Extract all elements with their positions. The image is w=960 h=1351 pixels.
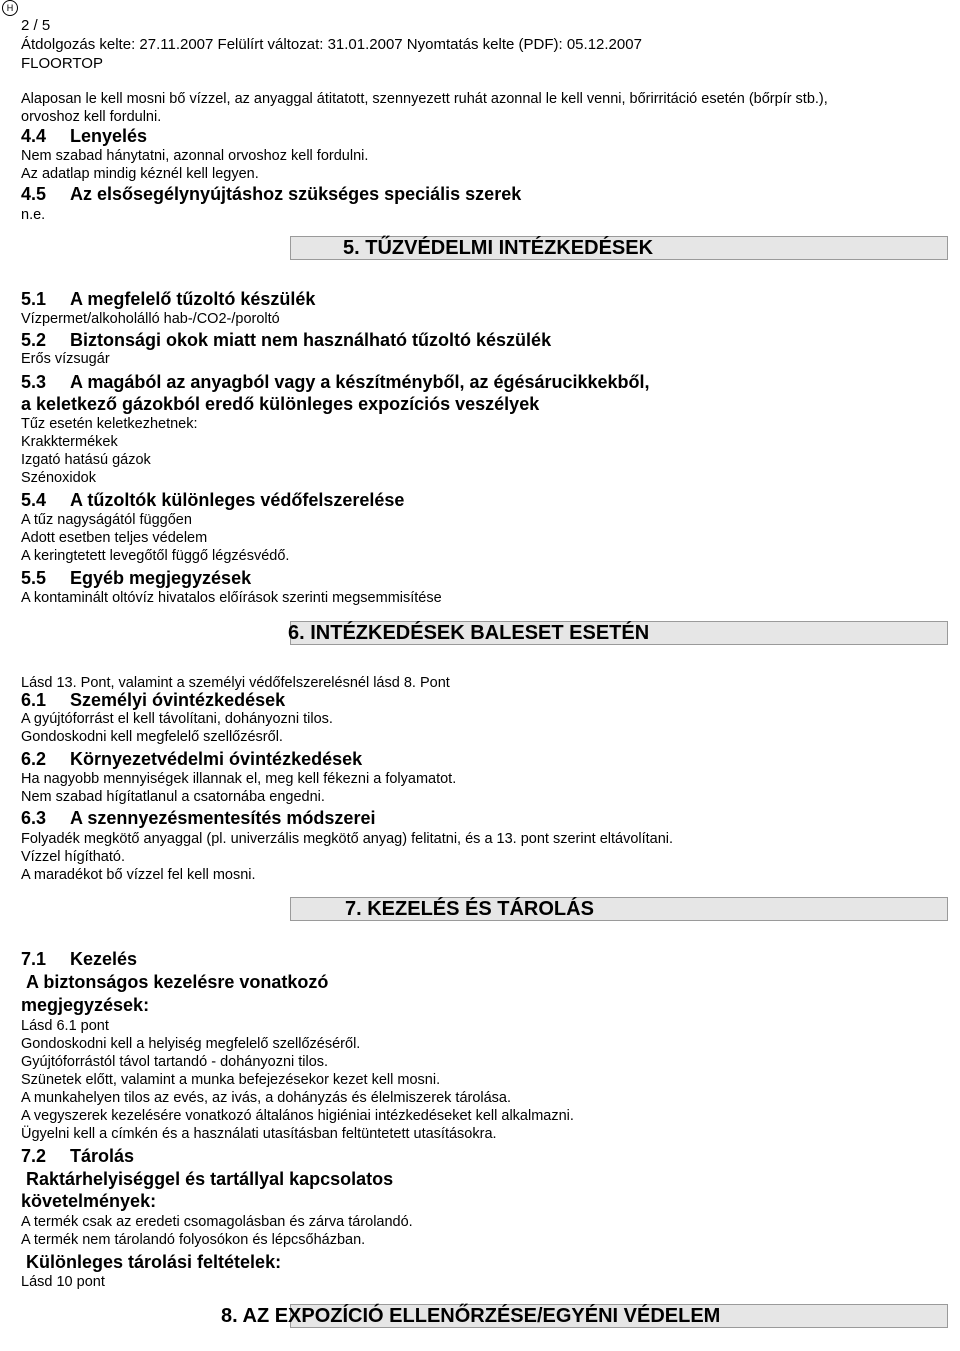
text-line: Szünetek előtt, valamint a munka befejezésekor kezet kell mosni. <box>21 1072 441 1088</box>
text-line: Az adatlap mindig kéznél kell legyen. <box>21 166 259 182</box>
heading-number: 7.1 <box>21 949 47 969</box>
text-line: Tűz esetén keletkezhetnek: <box>21 416 198 432</box>
heading-number: 6.2 <box>21 749 47 769</box>
heading-text: A magából az anyagból vagy a készítményből, az égésárucikkekből, <box>70 372 650 392</box>
text-line: Ha nagyobb mennyiségek illannak el, meg kell fékezni a folyamatot. <box>21 771 457 787</box>
text-line: Nem szabad hánytatni, azonnal orvoshoz kell fordulni. <box>21 148 369 164</box>
heading-4-4 <box>21 125 147 147</box>
text-line: Lásd 6.1 pont <box>21 1018 109 1034</box>
heading-number: 5.4 <box>21 490 47 510</box>
heading-number: 6.1 <box>21 690 47 710</box>
text-line: A vegyszerek kezelésére vonatkozó általános higiéniai intézkedéseket kell alkalmazni. <box>21 1108 574 1124</box>
text-line: A keringtetett levegőtől függő légzésvédő. <box>21 548 290 564</box>
subheading-special-storage: Különleges tárolási feltételek: <box>26 1252 282 1272</box>
heading-text: A szennyezésmentesítés módszerei <box>70 808 376 828</box>
text-line: Lásd 13. Pont, valamint a személyi védőfelszerelésnél lásd 8. Pont <box>21 675 450 691</box>
text-line: Krakktermékek <box>21 434 118 450</box>
sec4-intro-line-1: Alaposan le kell mosni bő vízzel, az anyaggal átitatott, szennyezett ruhát azonnal le kell venni, bőrirritáció esetén (bőrpír stb.), <box>21 91 828 107</box>
product-name: FLOORTOP <box>21 55 103 72</box>
heading-5-1 <box>21 288 315 310</box>
text-line: A termék nem tárolandó folyosókon és lépcsőházban. <box>21 1232 366 1248</box>
heading-number: 6.3 <box>21 808 47 828</box>
heading-4-5 <box>21 183 521 205</box>
text-line: Gondoskodni kell a helyiség megfelelő szellőzéséről. <box>21 1036 361 1052</box>
section-7-title: 7. KEZELÉS ÉS TÁROLÁS <box>345 898 594 920</box>
text-line: Folyadék megkötő anyaggal (pl. univerzális megkötő anyag) felitatni, és a 13. pont szerint eltávolítani. <box>21 831 674 847</box>
heading-number: 4.4 <box>21 126 47 146</box>
text-line: A kontaminált oltóvíz hivatalos előírások szerinti megsemmisítése <box>21 590 442 606</box>
heading-5-3-line-2: a keletkező gázokból eredő különleges expozíciós veszélyek <box>21 394 540 414</box>
heading-6-3 <box>21 807 375 829</box>
heading-text: Tárolás <box>70 1146 135 1166</box>
heading-7-2 <box>21 1145 134 1167</box>
heading-5-3 <box>21 371 650 393</box>
heading-5-4 <box>21 489 404 511</box>
revision-dates: Átdolgozás kelte: 27.11.2007 Felülírt változat: 31.01.2007 Nyomtatás kelte (PDF): 05.12.2007 <box>21 36 642 53</box>
heading-6-2 <box>21 748 362 770</box>
heading-text: A megfelelő tűzoltó készülék <box>70 289 316 309</box>
heading-number: 5.3 <box>21 372 47 392</box>
text-line: n.e. <box>21 207 46 223</box>
text-line: Izgató hatású gázok <box>21 452 151 468</box>
heading-text: Biztonsági okok miatt nem használható tűzoltó készülék <box>70 330 552 350</box>
text-line: Lásd 10 pont <box>21 1274 105 1290</box>
text-line: Adott esetben teljes védelem <box>21 530 208 546</box>
heading-text: Környezetvédelmi óvintézkedések <box>70 749 363 769</box>
heading-number: 5.5 <box>21 568 47 588</box>
subheading-7-2: Raktárhelyiséggel és tartállyal kapcsolatos <box>26 1169 394 1189</box>
section-5-title: 5. TŰZVÉDELMI INTÉZKEDÉSEK <box>343 237 654 259</box>
heading-text: A tűzoltók különleges védőfelszerelése <box>70 490 405 510</box>
text-line: A termék csak az eredeti csomagolásban és zárva tárolandó. <box>21 1214 413 1230</box>
heading-number: 4.5 <box>21 184 47 204</box>
text-line: Vízzel hígítható. <box>21 849 125 865</box>
text-line: A munkahelyen tilos az evés, az ivás, a dohányzás és élelmiszerek tárolása. <box>21 1090 512 1106</box>
heading-5-2 <box>21 329 551 351</box>
heading-text: Az elsősegélynyújtáshoz szükséges speciális szerek <box>70 184 522 204</box>
text-line: A gyújtóforrást el kell távolítani, dohányozni tilos. <box>21 711 333 727</box>
section-8-title: 8. AZ EXPOZÍCIÓ ELLENŐRZÉSE/EGYÉNI VÉDELEM <box>221 1305 721 1327</box>
text-line: Vízpermet/alkoholálló hab-/CO2-/poroltó <box>21 311 280 327</box>
page-number: 2 / 5 <box>21 17 51 34</box>
text-line: Gondoskodni kell megfelelő szellőzésről. <box>21 729 283 745</box>
heading-text: Kezelés <box>70 949 138 969</box>
heading-text: Személyi óvintézkedések <box>70 690 286 710</box>
text-line: Szénoxidok <box>21 470 96 486</box>
sec4-intro-line-2: orvoshoz kell fordulni. <box>21 109 162 125</box>
heading-number: 5.1 <box>21 289 47 309</box>
text-line: Ügyelni kell a címkén és a használati utasításban feltüntetett utasításokra. <box>21 1126 497 1142</box>
heading-text: Egyéb megjegyzések <box>70 568 252 588</box>
subheading-7-1-line-2: megjegyzések: <box>21 995 150 1015</box>
subheading-7-1: A biztonságos kezelésre vonatkozó <box>26 972 329 992</box>
text-line: Nem szabad hígítatlanul a csatornába engedni. <box>21 789 325 805</box>
section-6-title: 6. INTÉZKEDÉSEK BALESET ESETÉN <box>288 622 650 644</box>
heading-6-1 <box>21 689 285 711</box>
subheading-7-2-line-2: követelmények: <box>21 1191 157 1211</box>
text-line: A tűz nagyságától függően <box>21 512 192 528</box>
heading-7-1 <box>21 948 137 970</box>
company-logo: H <box>2 0 18 16</box>
text-line: Gyújtóforrástól távol tartandó - dohányozni tilos. <box>21 1054 329 1070</box>
text-line: A maradékot bő vízzel fel kell mosni. <box>21 867 256 883</box>
heading-number: 7.2 <box>21 1146 47 1166</box>
text-line: Erős vízsugár <box>21 351 110 367</box>
heading-5-5 <box>21 567 251 589</box>
heading-number: 5.2 <box>21 330 47 350</box>
heading-text: Lenyelés <box>70 126 148 146</box>
